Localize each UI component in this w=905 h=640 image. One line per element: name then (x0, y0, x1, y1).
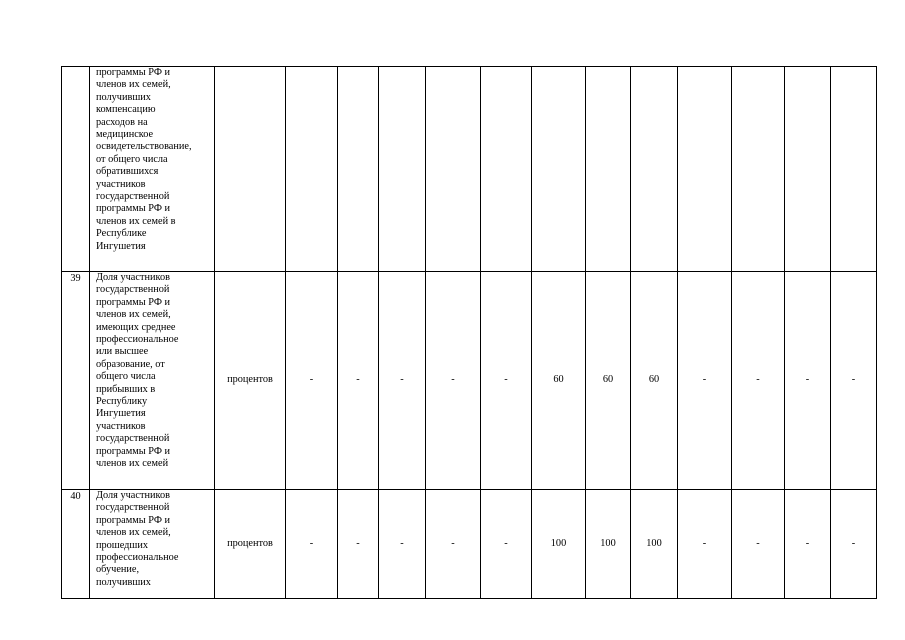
unit-cell: процентов (215, 272, 286, 490)
table-body (62, 67, 877, 599)
value-cell: - (831, 490, 877, 599)
indicator-description: Доля участников государственной программы РФ и членов их семей, имеющих среднее профессиональное или высшее образование, от общего числа прибывших в Республику Ингушетия участников государственной программы РФ и членов их семей (90, 272, 215, 490)
value-cell (379, 67, 426, 272)
value-cell (481, 67, 532, 272)
value-cell: - (481, 490, 532, 599)
value-cell: 100 (532, 490, 586, 599)
value-cell: 60 (586, 272, 631, 490)
value-cell: 60 (532, 272, 586, 490)
value-cell: - (678, 490, 732, 599)
value-cell: - (338, 490, 379, 599)
value-cell (678, 67, 732, 272)
value-cell: - (831, 272, 877, 490)
value-cell: - (426, 490, 481, 599)
value-cell: - (732, 272, 785, 490)
indicator-description: программы РФ и членов их семей, получивших компенсацию расходов на медицинское освидетельствование, от общего числа обратившихся участников государственной программы РФ и членов их семей в Республике Ингушетия (90, 67, 215, 272)
unit-cell: процентов (215, 490, 286, 599)
value-cell: 100 (631, 490, 678, 599)
value-cell (586, 67, 631, 272)
value-cell (532, 67, 586, 272)
value-cell (732, 67, 785, 272)
value-cell: - (286, 272, 338, 490)
value-cell: - (785, 272, 831, 490)
value-cell (631, 67, 678, 272)
value-cell: - (481, 272, 532, 490)
value-cell: - (426, 272, 481, 490)
value-cell: - (379, 272, 426, 490)
value-cell: - (678, 272, 732, 490)
value-cell: - (338, 272, 379, 490)
row-number: 39 (62, 272, 90, 490)
value-cell (785, 67, 831, 272)
row-number (62, 67, 90, 272)
table-row (62, 67, 877, 272)
table-row (62, 272, 877, 490)
value-cell: - (785, 490, 831, 599)
value-cell (426, 67, 481, 272)
value-cell: 100 (586, 490, 631, 599)
value-cell: - (286, 490, 338, 599)
indicator-description: Доля участников государственной программы РФ и членов их семей, прошедших профессиональное обучение, получивших (90, 490, 215, 599)
row-number: 40 (62, 490, 90, 599)
value-cell: - (379, 490, 426, 599)
table-row (62, 490, 877, 599)
indicators-table (61, 66, 877, 599)
unit-cell (215, 67, 286, 272)
value-cell: 60 (631, 272, 678, 490)
value-cell (286, 67, 338, 272)
value-cell (831, 67, 877, 272)
value-cell (338, 67, 379, 272)
value-cell: - (732, 490, 785, 599)
